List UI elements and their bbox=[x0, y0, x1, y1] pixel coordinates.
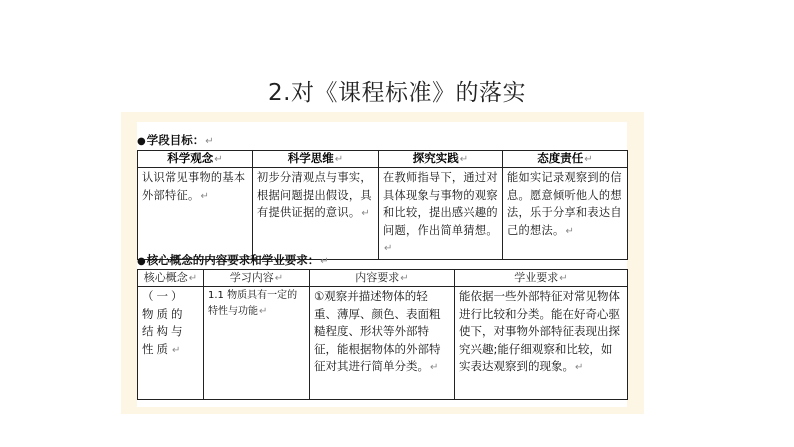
table-row bbox=[138, 287, 628, 400]
header-cell: 科学思维↵ bbox=[253, 151, 379, 168]
header-cell: 核心概念↵ bbox=[138, 270, 204, 287]
table-cell: 1.1 物质具有一定的特性与功能↵ bbox=[204, 287, 310, 400]
document-panel bbox=[121, 112, 644, 414]
header-cell: 态度责任↵ bbox=[503, 151, 628, 168]
slide-title: 2.对《课程标准》的落实 bbox=[268, 80, 526, 106]
table-cell: 认识常见事物的基本外部特征。↵ bbox=[138, 168, 253, 260]
paragraph-mark: ↵ bbox=[320, 256, 329, 267]
table-header-row bbox=[138, 151, 628, 168]
bullet-icon: ● bbox=[137, 256, 146, 267]
table-header-row bbox=[138, 270, 628, 287]
core-concepts-heading: ●核心概念的内容要求和学业要求：↵ bbox=[137, 253, 329, 267]
header-cell: 学业要求↵ bbox=[455, 270, 628, 287]
bullet-icon: ● bbox=[137, 136, 146, 147]
table-cell: 初步分清观点与事实，根据问题提出假设，具有提供证据的意识。↵ bbox=[253, 168, 379, 260]
table-cell: （一）物质的结构与性质↵ bbox=[138, 287, 204, 400]
header-cell: 探究实践↵ bbox=[379, 151, 503, 168]
header-cell: 学习内容↵ bbox=[204, 270, 310, 287]
table-cell: 在教师指导下，通过对具体现象与事物的观察和比较，提出感兴趣的问题，作出简单猜想。↵ bbox=[379, 168, 503, 260]
table-cell: 能依据一些外部特征对常见物体进行比较和分类。能在好奇心驱使下，对事物外部特征表现出探究兴趣;能仔细观察和比较，如实表达观察到的现象。↵ bbox=[455, 287, 628, 400]
table-cell: ①观察并描述物体的轻重、薄厚、颜色、表面粗糙程度、形状等外部特征，能根据物体的外部特征对其进行简单分类。↵ bbox=[310, 287, 455, 400]
paragraph-mark: ↵ bbox=[205, 136, 214, 147]
stage-goals-table bbox=[137, 150, 628, 260]
document-page bbox=[137, 122, 627, 407]
stage-goals-heading: ●学段目标：↵ bbox=[137, 133, 214, 147]
header-cell: 内容要求↵ bbox=[310, 270, 455, 287]
core-concepts-table bbox=[137, 269, 628, 400]
table-row bbox=[138, 168, 628, 260]
table-cell: 能如实记录观察到的信息。愿意倾听他人的想法，乐于分享和表达自己的想法。↵ bbox=[503, 168, 628, 260]
header-cell: 科学观念↵ bbox=[138, 151, 253, 168]
